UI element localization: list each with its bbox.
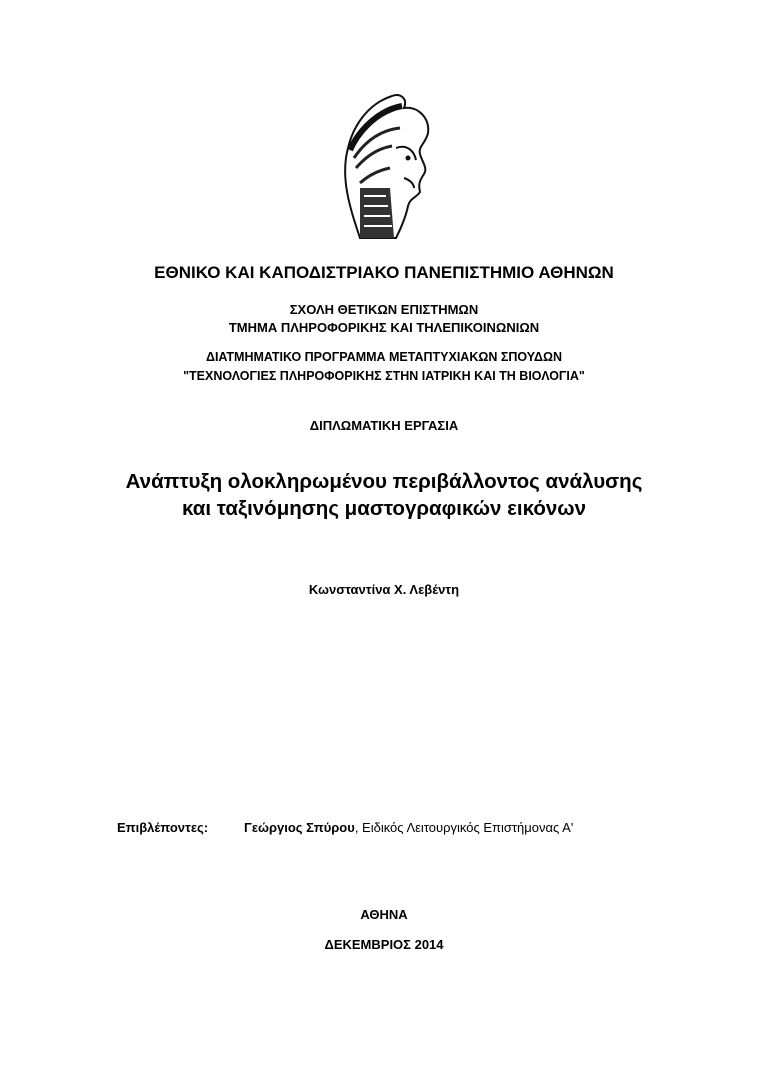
department-name: ΤΜΗΜΑ ΠΛΗΡΟΦΟΡΙΚΗΣ ΚΑΙ ΤΗΛΕΠΙΚΟΙΝΩΝΙΩΝ xyxy=(228,320,540,335)
university-name: ΕΘΝΙΚΟ ΚΑΙ ΚΑΠΟΔΙΣΤΡΙΑΚΟ ΠΑΝΕΠΙΣΤΗΜΙΟ ΑΘΗΝΩΝ xyxy=(154,263,614,282)
program-name: "ΤΕΧΝΟΛΟΓΙΕΣ ΠΛΗΡΟΦΟΡΙΚΗΣ ΣΤΗΝ ΙΑΤΡΙΚΗ ΚΑΙ ΤΗ ΒΙΟΛΟΓΙΑ" xyxy=(183,369,585,383)
school-name: ΣΧΟΛΗ ΘΕΤΙΚΩΝ ΕΠΙΣΤΗΜΩΝ xyxy=(289,302,479,317)
program-type: ΔΙΑΤΜΗΜΑΤΙΚΟ ΠΡΟΓΡΑΜΜΑ ΜΕΤΑΠΤΥΧΙΑΚΩΝ ΣΠΟΥΔΩΝ xyxy=(205,350,563,364)
supervisor-info xyxy=(244,820,573,835)
thesis-title-line1: Ανάπτυξη ολοκληρωμένου περιβάλλοντος ανάλυσης xyxy=(125,470,643,493)
supervisor-name: Γεώργιος Σπύρου xyxy=(244,820,355,835)
author-name: Κωνσταντίνα Χ. Λεβέντη xyxy=(308,582,460,597)
university-logo-athena-icon xyxy=(330,88,440,248)
date: ΔΕΚΕΜΒΡΙΟΣ 2014 xyxy=(324,937,444,952)
supervisor-label: Επιβλέποντες: xyxy=(117,820,209,835)
document-type: ΔΙΠΛΩΜΑΤΙΚΗ ΕΡΓΑΣΙΑ xyxy=(309,418,459,433)
thesis-title-line2: και ταξινόμησης μαστογραφικών εικόνων xyxy=(182,497,586,520)
city: ΑΘΗΝΑ xyxy=(360,907,408,922)
supervisor-role: , Ειδικός Λειτουργικός Επιστήμονας Α' xyxy=(354,820,574,835)
